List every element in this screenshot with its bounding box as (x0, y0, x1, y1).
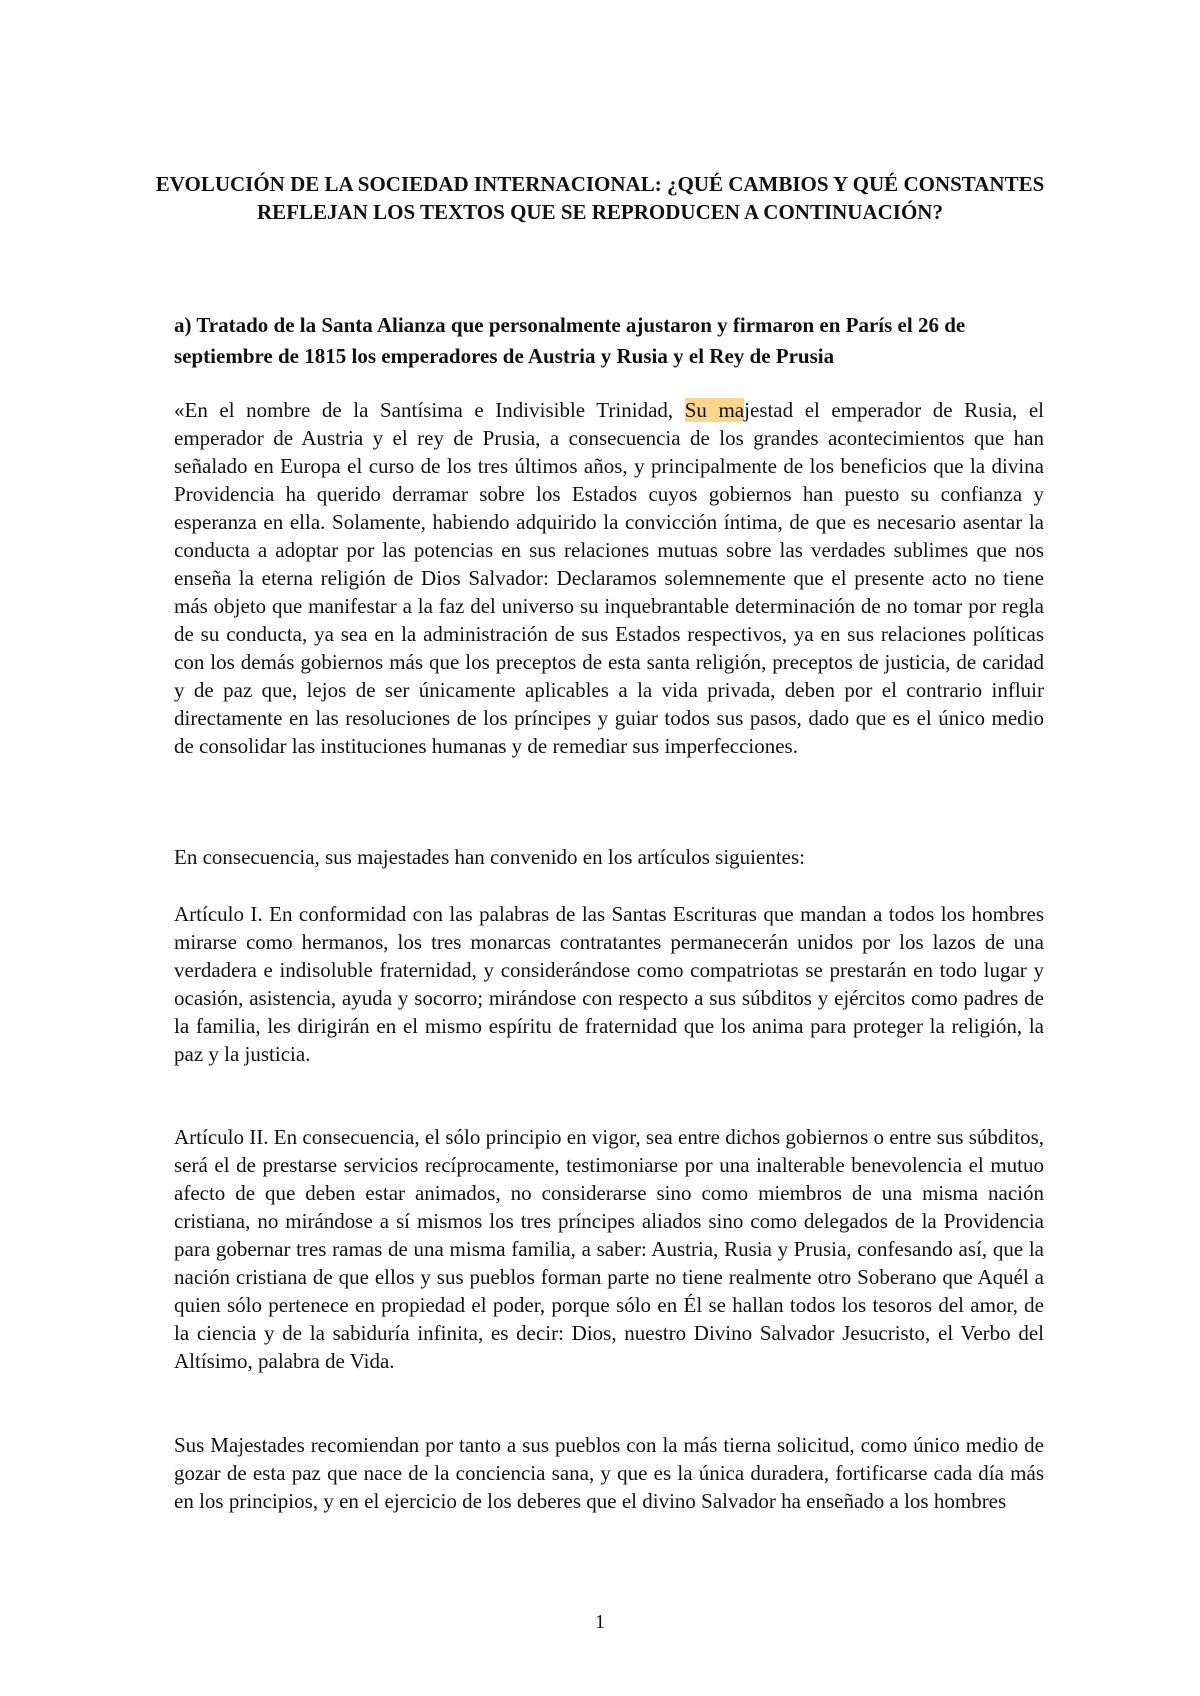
paragraph-article-2: Artículo II. En consecuencia, el sólo principio en vigor, sea entre dichos gobiernos o entre sus súbditos, será el de prestarse servicios recíprocamente, testimoniarse por una inalterable benevolencia el mutuo afecto de que deben estar animados, no considerarse sino como miembros de una misma nación cristiana, no mirándose a sí mismos los tres príncipes aliados sino como delegados de la Providencia para gobernar tres ramas de una misma familia, a saber: Austria, Rusia y Prusia, confesando así, que la nación cristiana de que ellos y sus pueblos forman parte no tiene realmente otro Soberano que Aquél a quien sólo pertenece en propiedad el poder, porque sólo en Él se hallan todos los tesoros del amor, de la ciencia y de la sabiduría infinita, es decir: Dios, nuestro Divino Salvador Jesucristo, el Verbo del Altísimo, palabra de Vida. (174, 1125, 1044, 1373)
page-number: 1 (595, 1611, 605, 1633)
page-title: EVOLUCIÓN DE LA SOCIEDAD INTERNACIONAL: ¿QUÉ CAMBIOS Y QUÉ CONSTANTES REFLEJAN LOS TEXTOS QUE SE REPRODUCEN A CONTINUACIÓN? (155, 172, 1045, 224)
paragraph-recommendation: Sus Majestades recomiendan por tanto a sus pueblos con la más tierna solicitud, como único medio de gozar de esta paz que nace de la conciencia sana, y que es la única duradera, fortificarse cada día más en los principios, y en el ejercicio de los deberes que el divino Salvador ha enseñado a los hombres (174, 1433, 1044, 1513)
paragraph-preamble-rest: jestad el emperador de Rusia, el emperador de Austria y el rey de Prusia, a consecuencia de los grandes acontecimientos que han señalado en Europa el curso de los tres últimos años, y principalmente de los beneficios que la divina Providencia ha querido derramar sobre los Estados cuyos gobiernos han puesto su confianza y esperanza en ella. Solamente, habiendo adquirido la convicción íntima, de que es necesario asentar la conducta a adoptar por las potencias en sus relaciones mutuas sobre las verdades sublimes que nos enseña la eterna religión de Dios Salvador: Declaramos solemnemente que el presente acto no tiene más objeto que manifestar a la faz del universo su inquebrantable determinación de no tomar por regla de su conducta, ya sea en la administración de sus Estados respectivos, ya en sus relaciones políticas con los demás gobiernos más que los preceptos de esta santa religión, preceptos de justicia, de caridad y de paz que, lejos de ser únicamente aplicables a la vida privada, deben por el contrario influir directamente en las resoluciones de los príncipes y guiar todos sus pasos, dado que es el único medio de consolidar las instituciones humanas y de remediar sus imperfecciones. (174, 398, 1045, 758)
highlighted-text[interactable]: Su ma (684, 398, 745, 422)
section-heading: a) Tratado de la Santa Alianza que personalmente ajustaron y firmaron en París el 26 de septiembre de 1815 los emperadores de Austria y Rusia y el Rey de Prusia (174, 313, 966, 368)
paragraph-consequence: En consecuencia, sus majestades han convenido en los artículos siguientes: (174, 845, 805, 869)
paragraph-preamble-start: «En el nombre de la Santísima e Indivisible Trinidad, (174, 398, 685, 422)
paragraph-preamble (174, 396, 1044, 760)
paragraph-article-1: Artículo I. En conformidad con las palabras de las Santas Escrituras que mandan a todos los hombres mirarse como hermanos, los tres monarcas contratantes permanecerán unidos por los lazos de una verdadera e indisoluble fraternidad, y considerándose como compatriotas se prestarán en todo lugar y ocasión, asistencia, ayuda y socorro; mirándose con respecto a sus súbditos y ejércitos como padres de la familia, les dirigirán en el mismo espíritu de fraternidad que los anima para proteger la religión, la paz y la justicia. (174, 902, 1044, 1066)
